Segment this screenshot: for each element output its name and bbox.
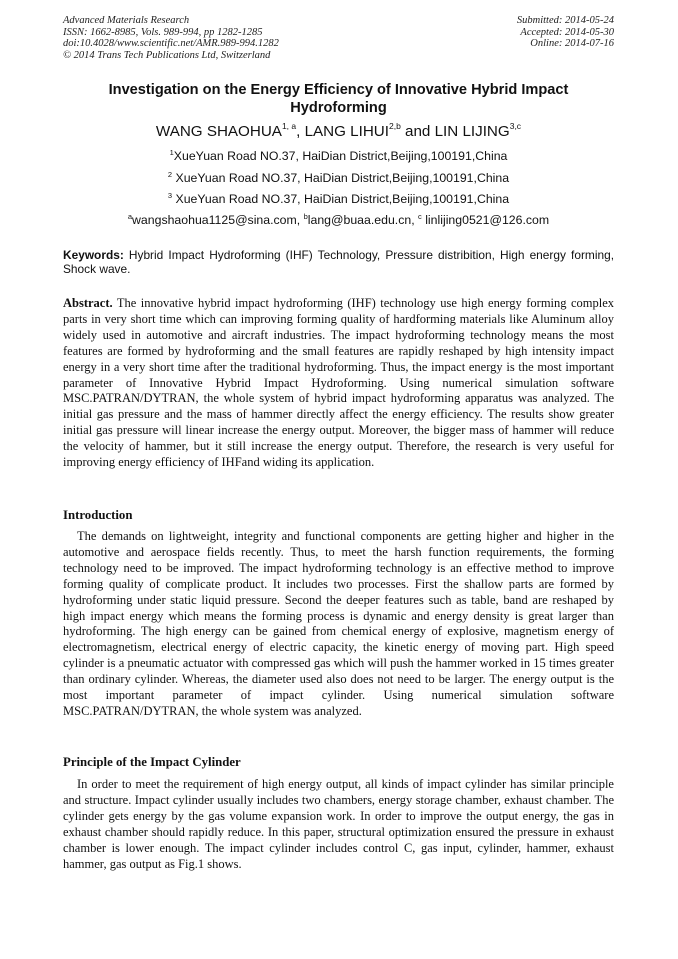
author-3: LIN LIJING	[434, 123, 510, 140]
abstract-block	[63, 296, 614, 471]
affiliation-1-sup: 1	[169, 148, 174, 157]
author-separator: and	[400, 123, 435, 140]
accepted-date: Accepted: 2014-05-30	[520, 26, 614, 38]
issn-line: ISSN: 1662-8985, Vols. 989-994, pp 1282-1285	[63, 26, 263, 38]
online-date: Online: 2014-07-16	[530, 38, 614, 50]
author-2-sup: 2,b	[388, 121, 401, 131]
email-c: linlijing0521@126.com	[421, 213, 550, 227]
author-list	[63, 122, 614, 142]
affiliation-1-text: XueYuan Road NO.37, HaiDian District,Beijing,100191,China	[173, 149, 508, 163]
author-emails	[63, 213, 614, 227]
author-1-sup: 1, a	[281, 121, 297, 131]
journal-info	[63, 15, 279, 61]
affiliation-1	[63, 149, 614, 163]
affiliation-2-sup: 2	[167, 170, 173, 179]
submitted-date: Submitted: 2014-05-24	[516, 15, 614, 26]
copyright-line: © 2014 Trans Tech Publications Ltd, Switzerland	[63, 49, 271, 61]
affiliation-3-sup: 3	[167, 191, 173, 200]
doi-line: doi:10.4028/www.scientific.net/AMR.989-994.1282	[63, 38, 279, 50]
affiliation-3	[63, 192, 614, 206]
author-1: WANG SHAOHUA	[155, 123, 282, 140]
abstract-label: Abstract.	[63, 296, 113, 310]
email-a: wangshaohua1125@sina.com,	[132, 213, 304, 227]
journal-name: Advanced Materials Research	[63, 15, 190, 26]
affiliation-2-text: XueYuan Road NO.37, HaiDian District,Beijing,100191,China	[172, 171, 510, 185]
affiliation-3-text: XueYuan Road NO.37, HaiDian District,Beijing,100191,China	[172, 192, 510, 206]
email-b: lang@buaa.edu.cn,	[307, 213, 419, 227]
introduction-paragraph: The demands on lightweight, integrity and functional components are getting higher and higher in the automotive and aerospace fields recently. Thus, to meet the harsh function requirements, the forming technology need to be improved. The impact hydroforming technology is an effective method to improve forming quality of complicate product. It includes two processes. First the shallow parts are formed by hydroforming under static liquid pressure. Second the deeper features such as table, band are reshaped by high impact energy which means the forming process is dynamic and energy density is great larger than hydroforming. The high energy can be gained from chemical energy of explosive, magnetism energy of electromagnetism, electrical energy of electric capacity, the kinetic energy of moving part. High speed cylinder is a pneumatic actuator with compressed gas which will push the hammer worked in 15 times greater than ordinary cylinder. Whereas, the diameter used also does not need to be larger. The energy output is the most important parameter of impact cylinder. Using numerical simulation software MSC.PATRAN/DYTRAN, the whole system was analyzed.	[63, 529, 614, 718]
author-2: LANG LIHUI	[304, 123, 389, 140]
principle-paragraph: In order to meet the requirement of high energy output, all kinds of impact cylinder has similar principle and structure. Impact cylinder usually includes two chambers, energy storage chamber, exhaust chamber. The cylinder gets energy by the gas volume expansion work. In order to improve the output energy, the gas in exhaust chamber should rapidly reduce. In this paper, structural optimization ensured the pressure in exhaust chamber is lower enough. The impact cylinder includes control C, gas input, cylinder, hammer, exhaust hammer, gas output as Fig.1 shows.	[63, 777, 614, 871]
abstract-text: The innovative hybrid impact hydroforming (IHF) technology use high energy forming complex parts in very short time which can improving forming quality of hardforming materials like Aluminum alloy widely used in automotive and aircraft industries. The impact hydroforming technology means the most features are formed by hydroforming and the small features are rapidly reshaped by high intensity impact energy in a very short time after the traditional hydroforming. Thus, the impact energy is the most important parameter of Innovative Hybrid Impact Hydroforming. Using numerical simulation software MSC.PATRAN/DYTRAN, the whole system of hybrid impact hydroforming apparatus was analyzed. The initial gas pressure and the mass of hammer directly affect the energy efficiency. The results show greater initial gas pressure will linear increase the energy output. Moreover, the bigger mass of hammer will reduce the velocity of hammer, but it still increase the energy output. Therefore, the research is very useful for improving energy efficiency of IHFand widing its application.	[63, 296, 614, 470]
email-c-sup: c	[418, 212, 422, 221]
affiliation-2	[63, 171, 614, 185]
publication-dates	[517, 15, 614, 50]
keywords-text: Hybrid Impact Hydroforming (IHF) Technology, Pressure distribition, High energy forming, Shock wave.	[63, 248, 614, 276]
email-b-sup: b	[303, 212, 308, 221]
introduction-heading: Introduction	[63, 508, 133, 522]
author-separator: ,	[296, 123, 305, 140]
paper-title: Investigation on the Energy Efficiency of Innovative Hybrid Impact Hydroforming	[108, 82, 569, 116]
author-3-sup: 3,c	[509, 121, 522, 131]
keywords-label: Keywords:	[63, 248, 124, 262]
principle-heading: Principle of the Impact Cylinder	[63, 755, 241, 769]
email-a-sup: a	[127, 212, 133, 221]
keywords-block	[63, 248, 614, 276]
